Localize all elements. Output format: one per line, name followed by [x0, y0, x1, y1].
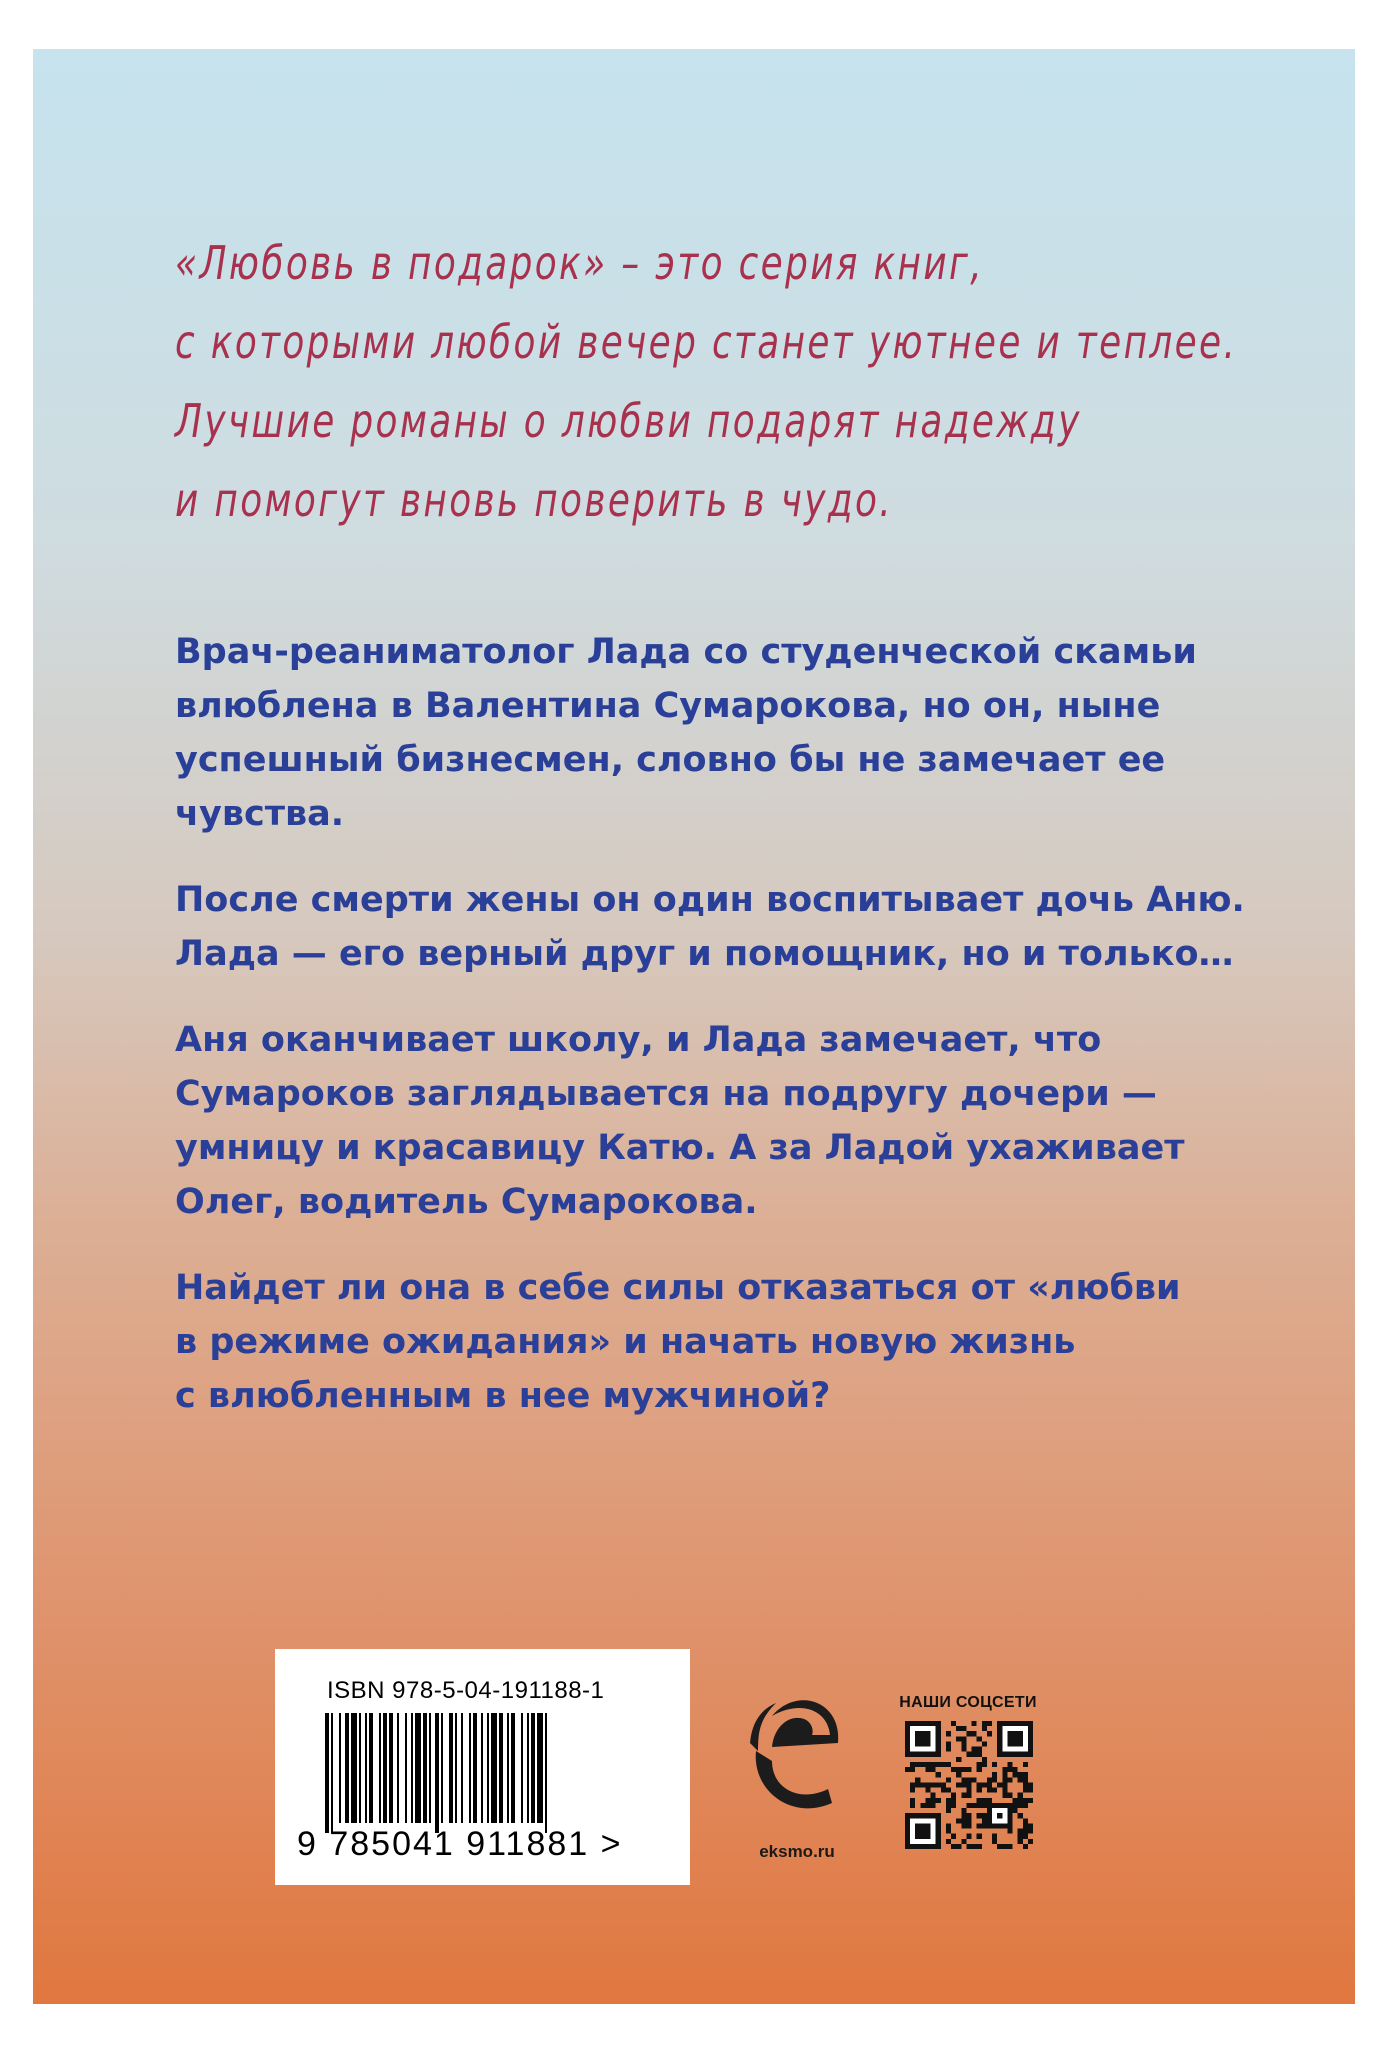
qr-module [961, 1818, 966, 1823]
qr-module [961, 1747, 966, 1752]
qr-module [1007, 1829, 1012, 1834]
qr-module [1018, 1813, 1023, 1818]
qr-module [966, 1793, 971, 1798]
blurb-line: умницу и красавицу Катю. А за Ладой ухаживает [175, 1128, 1185, 1168]
qr-module [982, 1782, 987, 1787]
qr-module [977, 1747, 982, 1752]
qr-module [1023, 1829, 1028, 1834]
qr-module [956, 1772, 961, 1777]
qr-module [1002, 1767, 1007, 1772]
social-label: НАШИ СОЦСЕТИ [899, 1694, 1037, 1711]
qr-module [1023, 1772, 1028, 1777]
qr-module [936, 1772, 941, 1777]
qr-module [977, 1788, 982, 1793]
qr-module [915, 1731, 930, 1746]
blurb-line: влюблена в Валентина Сумарокова, но он, ныне [175, 686, 1161, 726]
barcode-bar [345, 1713, 349, 1823]
qr-module [977, 1823, 982, 1828]
qr-module [982, 1762, 987, 1767]
qr-module [992, 1788, 997, 1793]
qr-module [1013, 1772, 1018, 1777]
qr-module [1023, 1844, 1028, 1849]
qr-module [1013, 1798, 1018, 1803]
barcode-digits: 9 785041 911881 > [297, 1825, 623, 1863]
qr-module [956, 1736, 961, 1741]
qr-module [931, 1782, 936, 1787]
blurb-line: Аня оканчивает школу, и Лада замечает, что [175, 1020, 1102, 1060]
qr-module [961, 1726, 966, 1731]
qr-module [961, 1823, 966, 1828]
qr-module [936, 1798, 941, 1803]
qr-module [992, 1772, 997, 1777]
tagline-line: «Любовь в подарок» – это серия книг, [175, 236, 984, 290]
qr-module [1013, 1808, 1018, 1813]
qr-module [925, 1788, 930, 1793]
barcode-bar [481, 1713, 483, 1823]
qr-module [920, 1803, 925, 1808]
qr-module [977, 1798, 982, 1803]
qr-module [987, 1721, 992, 1726]
barcode-bar [507, 1713, 509, 1823]
qr-module [982, 1803, 987, 1808]
qr-module [961, 1813, 966, 1818]
qr-module [941, 1782, 946, 1787]
qr-module [972, 1747, 977, 1752]
qr-module [946, 1731, 951, 1736]
qr-module [946, 1808, 951, 1813]
barcode-bar [491, 1713, 497, 1823]
qr-module [956, 1767, 961, 1772]
qr-module [925, 1798, 930, 1803]
qr-module [1002, 1782, 1007, 1787]
qr-module [966, 1813, 971, 1818]
qr-module [910, 1762, 915, 1767]
qr-module [972, 1803, 977, 1808]
barcode-bar [511, 1713, 515, 1823]
blurb-line: чувства. [175, 794, 345, 834]
qr-module [961, 1736, 966, 1741]
qr-module [910, 1767, 915, 1772]
qr-module [987, 1777, 992, 1782]
barcode-bar [455, 1713, 457, 1823]
qr-module [961, 1782, 966, 1787]
qr-module [936, 1782, 941, 1787]
qr-module [910, 1798, 915, 1803]
qr-module [956, 1726, 961, 1731]
qr-module [972, 1752, 977, 1757]
qr-module [977, 1767, 982, 1772]
qr-module [977, 1844, 982, 1849]
barcode-bar [487, 1713, 489, 1823]
blurb-paragraph [175, 1013, 1235, 1229]
barcode-bar [369, 1713, 373, 1823]
qr-module [946, 1823, 951, 1828]
qr-module [1018, 1803, 1023, 1808]
qr-module [987, 1731, 992, 1736]
qr-module [1028, 1839, 1033, 1844]
qr-module [946, 1788, 951, 1793]
qr-module [946, 1741, 951, 1746]
qr-module [915, 1762, 920, 1767]
qr-module [961, 1793, 966, 1798]
qr-module [961, 1839, 966, 1844]
blurb-line: Найдет ли она в себе силы отказаться от «любви [175, 1268, 1181, 1308]
book-back-cover [33, 49, 1355, 2004]
qr-module [992, 1762, 997, 1767]
barcode-bar [383, 1713, 387, 1823]
qr-module [987, 1798, 992, 1803]
qr-module [925, 1767, 930, 1772]
tagline-line: с которыми любой вечер станет уютнее и теплее. [175, 315, 1238, 369]
qr-module [977, 1782, 982, 1787]
qr-module [920, 1762, 925, 1767]
blurb-line: После смерти жены он один воспитывает дочь Аню. [175, 880, 1245, 920]
qr-module [966, 1834, 971, 1839]
blurb-paragraph [175, 1261, 1235, 1423]
barcode-bar [521, 1713, 523, 1823]
qr-module [977, 1752, 982, 1757]
blurb-paragraph [175, 873, 1245, 981]
qr-module [982, 1813, 987, 1818]
qr-module [946, 1747, 951, 1752]
barcode-icon [325, 1713, 625, 1833]
blurb-paragraph [175, 625, 1235, 841]
qr-module [972, 1731, 977, 1736]
qr-module [966, 1823, 971, 1828]
qr-module [1028, 1798, 1033, 1803]
qr-module [951, 1844, 956, 1849]
qr-module [1023, 1777, 1028, 1782]
qr-module [1023, 1803, 1028, 1808]
qr-module [1018, 1793, 1023, 1798]
qr-module [961, 1808, 966, 1813]
qr-module [925, 1803, 930, 1808]
qr-module [936, 1762, 941, 1767]
barcode-bar [527, 1713, 529, 1823]
qr-module [1013, 1803, 1018, 1808]
qr-module [910, 1782, 915, 1787]
qr-module [972, 1844, 977, 1849]
qr-module [951, 1834, 956, 1839]
qr-module [982, 1823, 987, 1828]
barcode-bar [397, 1713, 399, 1823]
eksmo-logo-icon [742, 1681, 852, 1831]
qr-module [992, 1834, 997, 1839]
qr-module [972, 1721, 977, 1726]
qr-module [941, 1762, 946, 1767]
series-tagline [175, 224, 1238, 540]
book-blurb [175, 625, 1245, 1455]
qr-module [977, 1834, 982, 1839]
qr-module [987, 1788, 992, 1793]
qr-module [931, 1803, 936, 1808]
qr-module [956, 1782, 961, 1787]
qr-module [966, 1752, 971, 1757]
qr-module [931, 1793, 936, 1798]
qr-module [1023, 1788, 1028, 1793]
qr-module [1007, 1793, 1012, 1798]
qr-module [966, 1777, 971, 1782]
qr-module [925, 1782, 930, 1787]
qr-module [956, 1818, 961, 1823]
isbn-barcode-panel [275, 1649, 690, 1885]
qr-module [961, 1767, 966, 1772]
qr-module [982, 1741, 987, 1746]
blurb-line: Врач-реаниматолог Лада со студенческой скамьи [175, 632, 1197, 672]
qr-module [1028, 1823, 1033, 1828]
qr-module [1007, 1731, 1022, 1746]
qr-module [982, 1798, 987, 1803]
qr-module [977, 1736, 982, 1741]
qr-module [951, 1721, 956, 1726]
qr-module [966, 1767, 971, 1772]
qr-module [915, 1782, 920, 1787]
qr-module [910, 1788, 915, 1793]
qr-module [920, 1782, 925, 1787]
barcode-bar [441, 1713, 443, 1823]
qr-module [982, 1726, 987, 1731]
qr-module [931, 1798, 936, 1803]
barcode-bar [389, 1713, 393, 1823]
qr-module [1002, 1777, 1007, 1782]
qr-module [1007, 1844, 1012, 1849]
qr-module [1002, 1772, 1007, 1777]
qr-code-icon [905, 1721, 1033, 1849]
qr-module [946, 1839, 951, 1844]
qr-module [1002, 1788, 1007, 1793]
barcode-bar [365, 1713, 367, 1823]
qr-module [997, 1813, 1002, 1818]
qr-module [1018, 1829, 1023, 1834]
qr-module [905, 1767, 910, 1772]
qr-module [961, 1777, 966, 1782]
barcode-bar [359, 1713, 361, 1823]
qr-module [941, 1788, 946, 1793]
qr-module [1002, 1793, 1007, 1798]
qr-module [951, 1767, 956, 1772]
barcode-bar [461, 1713, 463, 1823]
isbn-label: ISBN 978-5-04-191188-1 [327, 1677, 605, 1704]
qr-module [977, 1803, 982, 1808]
qr-module [1023, 1823, 1028, 1828]
qr-module [1018, 1839, 1023, 1844]
qr-module [1023, 1798, 1028, 1803]
qr-module [1007, 1762, 1012, 1767]
qr-module [1002, 1844, 1007, 1849]
qr-module [946, 1777, 951, 1782]
qr-module [951, 1798, 956, 1803]
barcode-bar [435, 1713, 439, 1833]
qr-module [966, 1782, 971, 1787]
qr-module [1007, 1767, 1012, 1772]
qr-module [961, 1741, 966, 1746]
qr-module [1018, 1834, 1023, 1839]
barcode-bar [537, 1713, 543, 1823]
barcode-bar [449, 1713, 453, 1823]
qr-module [977, 1762, 982, 1767]
qr-module [1028, 1782, 1033, 1787]
qr-module [1023, 1762, 1028, 1767]
barcode-bar [531, 1713, 535, 1823]
qr-module [925, 1762, 930, 1767]
qr-module [1028, 1829, 1033, 1834]
qr-module [982, 1757, 987, 1762]
qr-module [966, 1818, 971, 1823]
qr-module [977, 1813, 982, 1818]
barcode-bar [473, 1713, 477, 1823]
barcode-bar [379, 1713, 381, 1823]
qr-module [910, 1803, 915, 1808]
barcode-bar [411, 1713, 413, 1823]
qr-module [966, 1803, 971, 1808]
barcode-bar [429, 1713, 431, 1823]
qr-module [966, 1731, 971, 1736]
qr-module [997, 1782, 1002, 1787]
barcode-bar [469, 1713, 471, 1823]
blurb-line: Олег, водитель Сумарокова. [175, 1182, 758, 1222]
qr-module [946, 1798, 951, 1803]
barcode-bar [405, 1713, 407, 1823]
blurb-line: в режиме ожидания» и начать новую жизнь [175, 1322, 1076, 1362]
tagline-line: Лучшие романы о любви подарят надежду [175, 394, 1082, 448]
qr-module [1028, 1788, 1033, 1793]
qr-module [1007, 1777, 1012, 1782]
qr-module [946, 1829, 951, 1834]
qr-module [966, 1844, 971, 1849]
barcode-bar [423, 1713, 427, 1823]
qr-module [1013, 1767, 1018, 1772]
qr-module [992, 1839, 997, 1844]
qr-module [915, 1823, 930, 1838]
barcode-bar [331, 1713, 333, 1833]
barcode-bar [415, 1713, 421, 1823]
blurb-line: Лада — его верный друг и помощник, но и только… [175, 934, 1234, 974]
qr-module [951, 1793, 956, 1798]
barcode-bar [339, 1713, 341, 1823]
qr-module [946, 1803, 951, 1808]
qr-module [1023, 1834, 1028, 1839]
qr-module [915, 1777, 920, 1782]
qr-module [982, 1721, 987, 1726]
qr-module [1018, 1777, 1023, 1782]
blurb-line: успешный бизнесмен, словно бы не замечает ее [175, 740, 1166, 780]
qr-module [1023, 1782, 1028, 1787]
barcode-bar [325, 1713, 329, 1833]
publisher-site: eksmo.ru [759, 1842, 835, 1861]
qr-module [966, 1788, 971, 1793]
qr-module [956, 1757, 961, 1762]
qr-module [997, 1844, 1002, 1849]
tagline-line: и помогут вновь поверить в чудо. [175, 473, 894, 527]
qr-module [987, 1782, 992, 1787]
qr-module [1018, 1772, 1023, 1777]
qr-module [992, 1777, 997, 1782]
qr-module [931, 1767, 936, 1772]
blurb-line: с влюбленным в нее мужчиной? [175, 1376, 831, 1416]
barcode-bar [545, 1713, 547, 1833]
blurb-line: Сумароков заглядывается на подругу дочери — [175, 1074, 1157, 1114]
qr-module [946, 1762, 951, 1767]
qr-module [982, 1818, 987, 1823]
qr-module [956, 1844, 961, 1849]
barcode-bar [351, 1713, 357, 1823]
qr-module [972, 1777, 977, 1782]
barcode-bar [499, 1713, 503, 1823]
qr-module [931, 1762, 936, 1767]
qr-module [1018, 1798, 1023, 1803]
qr-module [951, 1803, 956, 1808]
qr-module [1023, 1818, 1028, 1823]
